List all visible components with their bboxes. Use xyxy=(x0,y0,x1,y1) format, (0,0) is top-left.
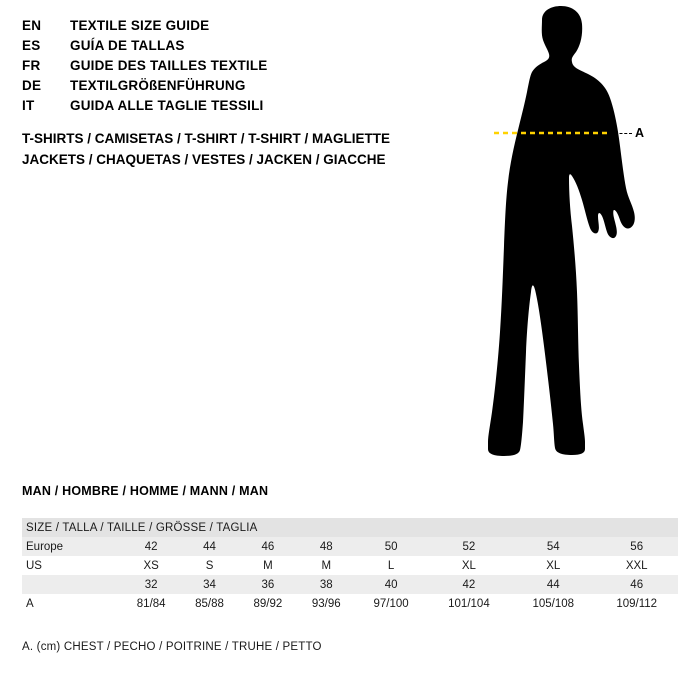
cell-usnum-4: 38 xyxy=(297,575,355,594)
table-row xyxy=(22,556,678,575)
row-label-us: US xyxy=(22,556,122,575)
cell-a-4: 93/96 xyxy=(297,594,355,613)
cell-usnum-1: 32 xyxy=(122,575,180,594)
row-label-us-numeric xyxy=(22,575,122,594)
category-jackets: JACKETS / CHAQUETAS / VESTES / JACKEN / GIACCHE xyxy=(22,152,386,167)
cell-us-2: S xyxy=(180,556,238,575)
cell-a-1: 81/84 xyxy=(122,594,180,613)
language-row-en xyxy=(22,18,442,38)
cell-a-3: 89/92 xyxy=(239,594,297,613)
cell-europe-7: 54 xyxy=(511,537,595,556)
table-row xyxy=(22,575,678,594)
cell-europe-3: 46 xyxy=(239,537,297,556)
cell-a-6: 101/104 xyxy=(427,594,511,613)
cell-us-4: M xyxy=(297,556,355,575)
cell-usnum-3: 36 xyxy=(239,575,297,594)
cell-europe-5: 50 xyxy=(355,537,426,556)
row-label-a: A xyxy=(22,594,122,613)
language-row-fr xyxy=(22,58,442,78)
cell-a-5: 97/100 xyxy=(355,594,426,613)
language-row-it xyxy=(22,98,442,118)
silhouette-icon xyxy=(430,6,680,466)
cell-usnum-8: 46 xyxy=(595,575,678,594)
language-text-it: GUIDA ALLE TAGLIE TESSILI xyxy=(70,98,264,113)
language-row-es xyxy=(22,38,442,58)
cell-us-8: XXL xyxy=(595,556,678,575)
measure-leader-line xyxy=(610,133,632,134)
language-code-it: IT xyxy=(22,98,35,113)
category-list xyxy=(22,128,462,170)
language-text-en: TEXTILE SIZE GUIDE xyxy=(70,18,210,33)
size-table xyxy=(22,518,678,613)
language-code-fr: FR xyxy=(22,58,41,73)
cell-us-7: XL xyxy=(511,556,595,575)
cell-usnum-7: 44 xyxy=(511,575,595,594)
cell-europe-4: 48 xyxy=(297,537,355,556)
cell-a-7: 105/108 xyxy=(511,594,595,613)
cell-usnum-5: 40 xyxy=(355,575,426,594)
language-code-es: ES xyxy=(22,38,41,53)
measure-label-a: A xyxy=(635,126,645,140)
language-list xyxy=(22,18,442,118)
language-code-de: DE xyxy=(22,78,42,93)
cell-europe-6: 52 xyxy=(427,537,511,556)
table-row xyxy=(22,537,678,556)
cell-us-1: XS xyxy=(122,556,180,575)
cell-us-5: L xyxy=(355,556,426,575)
row-label-europe: Europe xyxy=(22,537,122,556)
cell-usnum-2: 34 xyxy=(180,575,238,594)
cell-europe-2: 44 xyxy=(180,537,238,556)
section-title-man: MAN / HOMBRE / HOMME / MANN / MAN xyxy=(22,484,269,498)
cell-a-8: 109/112 xyxy=(595,594,678,613)
table-band-title: SIZE / TALLA / TAILLE / GRÖSSE / TAGLIA xyxy=(22,518,678,537)
cell-europe-1: 42 xyxy=(122,537,180,556)
cell-europe-8: 56 xyxy=(595,537,678,556)
table-row xyxy=(22,594,678,613)
table-band-title-row xyxy=(22,518,678,537)
language-text-de: TEXTILGRÖßENFÜHRUNG xyxy=(70,78,246,93)
cell-usnum-6: 42 xyxy=(427,575,511,594)
language-text-es: GUÍA DE TALLAS xyxy=(70,38,185,53)
cell-us-3: M xyxy=(239,556,297,575)
language-code-en: EN xyxy=(22,18,42,33)
category-tshirts: T-SHIRTS / CAMISETAS / T-SHIRT / T-SHIRT / MAGLIETTE xyxy=(22,131,391,146)
cell-us-6: XL xyxy=(427,556,511,575)
cell-a-2: 85/88 xyxy=(180,594,238,613)
language-row-de xyxy=(22,78,442,98)
mannequin-figure xyxy=(430,6,680,466)
table-footnote: A. (cm) CHEST / PECHO / POITRINE / TRUHE / PETTO xyxy=(22,641,322,653)
language-text-fr: GUIDE DES TAILLES TEXTILE xyxy=(70,58,268,73)
